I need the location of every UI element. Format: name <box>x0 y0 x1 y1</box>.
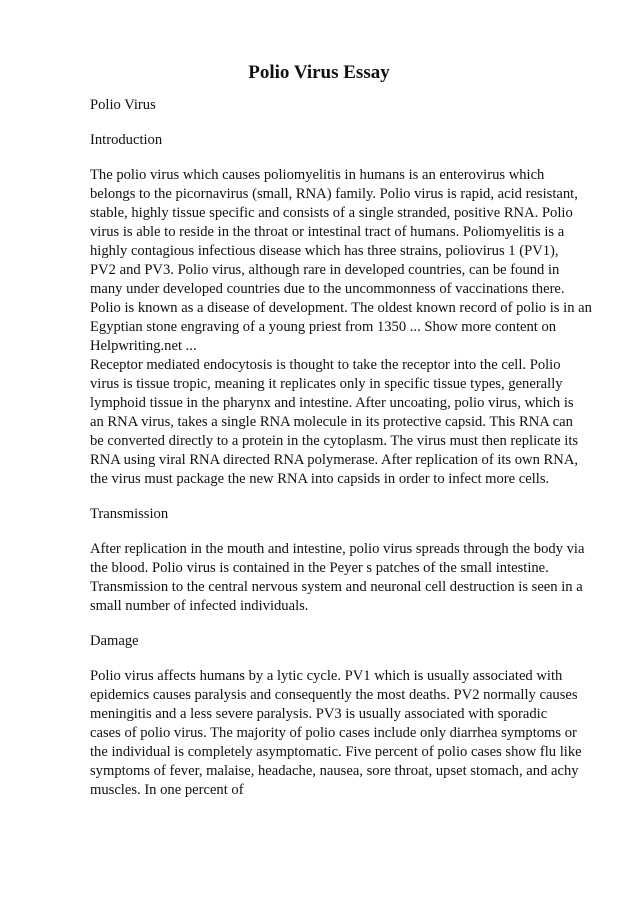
text-line: Receptor mediated endocytosis is thought to take the receptor into the cell. Polio <box>90 357 561 373</box>
document-title: Polio Virus Essay <box>248 62 390 83</box>
text-line: PV2 and PV3. Polio virus, although rare in developed countries, can be found in <box>90 262 560 278</box>
text-line: Transmission to the central nervous system and neuronal cell destruction is seen in a <box>90 579 583 595</box>
text-line: Polio is known as a disease of development. The oldest known record of polio is in an <box>90 300 592 316</box>
text-line: symptoms of fever, malaise, headache, nausea, sore throat, upset stomach, and achy <box>90 763 579 779</box>
text-line: virus is able to reside in the throat or intestinal tract of humans. Poliomyelitis is a <box>90 224 565 240</box>
heading-introduction: Introduction <box>90 132 163 148</box>
text-line: cases of polio virus. The majority of polio cases include only diarrhea symptoms or <box>90 725 577 741</box>
heading-damage: Damage <box>90 633 139 649</box>
text-line: Polio virus affects humans by a lytic cycle. PV1 which is usually associated with <box>90 668 563 684</box>
text-line: The polio virus which causes poliomyelitis in humans is an enterovirus which <box>90 167 545 183</box>
text-line: highly contagious infectious disease which has three strains, poliovirus 1 (PV1), <box>90 243 559 259</box>
text-line: many under developed countries due to the uncommonness of vaccinations there. <box>90 281 565 297</box>
text-line: epidemics causes paralysis and consequently the most deaths. PV2 normally causes <box>90 687 578 703</box>
text-line: Egyptian stone engraving of a young priest from 1350 ... Show more content on <box>90 319 557 335</box>
text-line: RNA using viral RNA directed RNA polymerase. After replication of its own RNA, <box>90 452 579 468</box>
text-line: be converted directly to a protein in the cytoplasm. The virus must then replicate its <box>90 433 579 449</box>
text-line: the individual is completely asymptomatic. Five percent of polio cases show flu like <box>90 744 582 760</box>
text-line: stable, highly tissue specific and consists of a single stranded, positive RNA. Polio <box>90 205 573 221</box>
heading-polio-virus: Polio Virus <box>90 97 156 113</box>
text-line: the blood. Polio virus is contained in the Peyer s patches of the small intestine. <box>90 560 549 576</box>
text-line: virus is tissue tropic, meaning it replicates only in specific tissue types, generally <box>90 376 563 392</box>
text-line: an RNA virus, takes a single RNA molecule in its protective capsid. This RNA can <box>90 414 573 430</box>
text-line: the virus must package the new RNA into capsids in order to infect more cells. <box>90 471 550 487</box>
source-link[interactable]: Helpwriting.net ... <box>90 338 197 354</box>
text-line: After replication in the mouth and intestine, polio virus spreads through the body via <box>90 541 585 557</box>
text-line: belongs to the picornavirus (small, RNA) family. Polio virus is rapid, acid resistant, <box>90 186 578 202</box>
text-line: lymphoid tissue in the pharynx and intestine. After uncoating, polio virus, which is <box>90 395 574 411</box>
text-line: muscles. In one percent of <box>90 782 244 798</box>
text-line: small number of infected individuals. <box>90 598 309 614</box>
text-line: meningitis and a less severe paralysis. PV3 is usually associated with sporadic <box>90 706 548 722</box>
heading-transmission: Transmission <box>90 506 169 522</box>
